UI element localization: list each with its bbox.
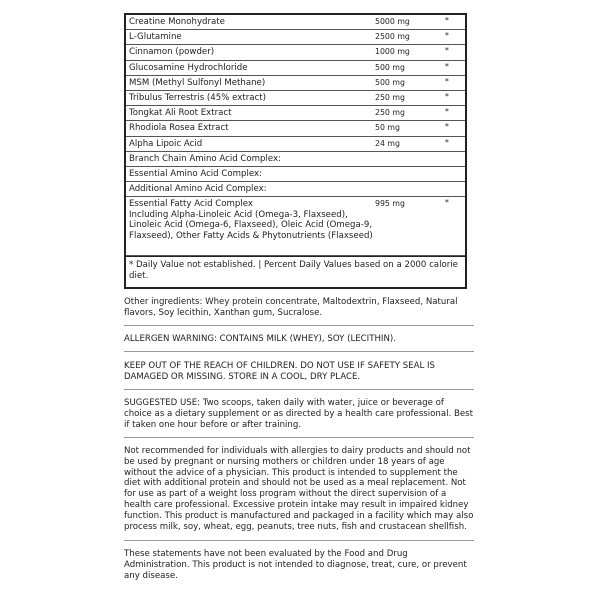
ingredient-amount: 500 mg [375, 77, 405, 87]
table-row [126, 121, 465, 136]
table-row [126, 152, 465, 167]
ingredient-name: Tongkat Ali Root Extract [129, 108, 232, 119]
section-heading: Branch Chain Amino Acid Complex: [129, 153, 282, 164]
section-heading: Essential Amino Acid Complex: [129, 168, 262, 179]
table-row [126, 106, 465, 121]
efa-detail: Including Alpha-Linoleic Acid (Omega-3, Flaxseed), Linoleic Acid (Omega-6, Flaxseed), Oleic Acid (Omega-9, Flaxseed), Other Fatty Acids & Phytonutrients (Flaxseed) [129, 209, 373, 241]
ingredient-dv: * [445, 46, 449, 56]
ingredient-dv: * [445, 76, 449, 86]
section-heading: Additional Amino Acid Complex: [129, 184, 267, 195]
fda-disclaimer: These statements have not been evaluated by the Food and Drug Administration. This product is not intended to diagnose, treat, cure, or prevent any disease. [124, 549, 467, 581]
ingredient-name: Glucosamine Hydrochloride [129, 62, 248, 73]
divider [124, 437, 474, 438]
ingredient-dv: * [445, 122, 449, 132]
supplement-facts-table [124, 13, 467, 289]
daily-value-footnote: * Daily Value not established. | Percent Daily Values based on a 2000 calorie diet. [126, 256, 465, 287]
divider [124, 325, 474, 326]
table-row [126, 30, 465, 45]
suggested-use: SUGGESTED USE: Two scoops, taken daily with water, juice or beverage of choice as a dietary supplement or as directed by a health care professional. Best if taken one hour before or after training. [124, 398, 474, 430]
ingredient-amount: 995 mg [375, 199, 405, 209]
ingredient-dv: * [445, 91, 449, 101]
allergen-warning: ALLERGEN WARNING: CONTAINS MILK (WHEY), SOY (LECITHIN). [124, 334, 396, 344]
other-ingredients: Other ingredients: Whey protein concentrate, Maltodextrin, Flaxseed, Natural flavors, Soy lecithin, Xanthan gum, Sucralose. [124, 297, 458, 318]
keep-out-warning: KEEP OUT OF THE REACH OF CHILDREN. DO NOT USE IF SAFETY SEAL IS DAMAGED OR MISSING. STORE IN A COOL, DRY PLACE. [124, 361, 435, 382]
ingredient-dv: * [445, 198, 449, 208]
ingredient-name: Creatine Monohydrate [129, 17, 225, 27]
ingredient-amount: 50 mg [375, 123, 400, 133]
divider [124, 351, 474, 352]
table-row [126, 45, 465, 60]
ingredient-name: Alpha Lipoic Acid [129, 138, 203, 149]
ingredient-amount: 2500 mg [375, 32, 410, 42]
ingredient-name [126, 197, 375, 242]
table-row [126, 137, 465, 152]
ingredient-name: Cinnamon (powder) [129, 47, 215, 58]
ingredient-dv: * [445, 61, 449, 71]
warning-text: Not recommended for individuals with allergies to dairy products and should not be used by pregnant or nursing mothers or children under 18 years of age without the advice of a physician. This product is intended to supplement the diet with additional protein and should not be used as a meal replacement. Not for use as part of a weight loss program without the direct supervision of a health care professional. Excessive protein intake may result in impaired kidney function. This product is manufactured and packaged in a facility which may also process milk, soy, wheat, egg, peanuts, tree nuts, fish and crustacean shellfish. [124, 446, 474, 532]
table-row [126, 167, 465, 182]
divider [124, 540, 474, 541]
ingredient-amount: 250 mg [375, 108, 405, 118]
table-row [126, 15, 465, 30]
table-row [126, 91, 465, 106]
ingredient-dv: * [445, 16, 449, 25]
ingredient-amount: 1000 mg [375, 47, 410, 57]
ingredient-amount: 5000 mg [375, 17, 410, 26]
ingredient-dv: * [445, 107, 449, 117]
table-row [126, 61, 465, 76]
ingredient-name: Rhodiola Rosea Extract [129, 123, 229, 134]
ingredient-name: L-Glutamine [129, 32, 182, 43]
table-row [126, 76, 465, 91]
ingredient-dv: * [445, 137, 449, 147]
ingredient-amount: 500 mg [375, 62, 405, 72]
efa-name: Essential Fatty Acid Complex [129, 199, 253, 210]
ingredient-amount: 24 mg [375, 138, 400, 148]
ingredient-name: Tribulus Terrestris (45% extract) [129, 92, 266, 103]
table-row [126, 182, 465, 197]
divider [124, 389, 474, 390]
ingredient-dv: * [445, 31, 449, 41]
ingredient-name: MSM (Methyl Sulfonyl Methane) [129, 77, 266, 88]
table-row [126, 197, 465, 256]
ingredient-amount: 250 mg [375, 92, 405, 102]
